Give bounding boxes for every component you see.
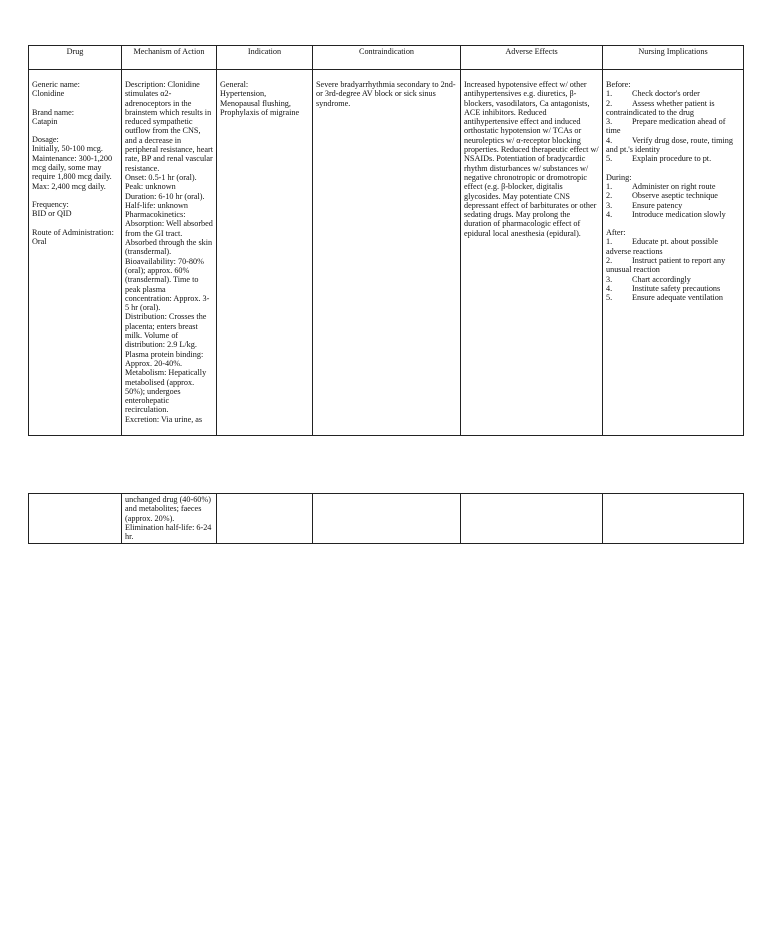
frequency-value: BID or QID [32, 209, 72, 219]
before-label: Before: [606, 80, 631, 89]
dosage-value: Initially, 50-100 mcg. Maintenance: 300-1,200 mcg daily, some may require 1,800 mcg daily. Max: 2,400 mcg daily. [32, 144, 113, 191]
mechanism-description: Description: Clonidine stimulates α2-adrenoceptors in the brainstem which results in reduced sympathetic outflow from the CNS, and a decrease in peripheral resistance, heart rate, BP and renal vascular resistance. [125, 80, 213, 173]
table-header-row [29, 46, 744, 70]
nursing-implications-cell [603, 70, 744, 436]
after-item: 1. Educate pt. about possible adverse reactions [606, 237, 718, 256]
brand-name-value: Catapin [32, 116, 58, 126]
nursing-implications-cell-continued [603, 494, 744, 544]
drug-cell-continued [29, 494, 122, 544]
before-item: 4. Verify drug dose, route, timing and pt.'s identity [606, 135, 733, 155]
after-item: 5. Ensure adequate ventilation [606, 293, 723, 303]
before-item: 3. Prepare medication ahead of time [606, 117, 726, 136]
mechanism-distribution: Distribution: Crosses the placenta; enters breast milk. Volume of distribution: 2.9 L/kg. Plasma protein binding: Approx. 20-40%. [125, 312, 207, 368]
route-label: Route of Administration: [32, 227, 114, 237]
during-item: 1. Administer on right route [606, 181, 716, 191]
mechanism-half-life: Half-life: unknown [125, 200, 188, 210]
drug-cell [29, 70, 122, 436]
after-item: 2. Instruct patient to report any unusual reaction [606, 256, 726, 275]
mechanism-absorption: Absorption: Well absorbed from the GI tract. Absorbed through the skin (transdermal). [125, 219, 213, 257]
after-label: After: [606, 228, 626, 238]
during-item: 2. Observe aseptic technique [606, 191, 718, 201]
frequency-label: Frequency: [32, 199, 69, 209]
after-item: 3. Chart accordingly [606, 274, 691, 284]
during-item: 3. Ensure patency [606, 200, 683, 210]
contraindication-cell: Severe bradyarrhythmia secondary to 2nd- or 3rd-degree AV block or sick sinus syndrome. [313, 70, 461, 436]
table-row [29, 494, 744, 544]
mechanism-bioavailability: Bioavailability: 70-80% (oral); approx. 60% (transdermal). Time to peak plasma concentration: Approx. 3-5 hr (oral). [125, 256, 210, 313]
drug-study-table-continued [28, 493, 744, 544]
mechanism-cell-continued: unchanged drug (40-60%) and metabolites; faeces (approx. 20%). Elimination half-life: 6-24 hr. [122, 494, 217, 544]
mechanism-excretion: Excretion: Via urine, as [125, 414, 203, 424]
mechanism-onset: Onset: 0.5-1 hr (oral). [125, 172, 197, 182]
during-item: 4. Introduce medication slowly [606, 209, 726, 219]
contraindication-cell-continued [313, 494, 461, 544]
mechanism-peak: Peak: unknown [125, 182, 176, 192]
indication-item: Menopausal flushing, [220, 98, 291, 108]
table-row [29, 70, 744, 436]
before-item: 2. Assess whether patient is contraindicated to the drug [606, 98, 715, 117]
indication-cell [217, 70, 313, 436]
adverse-effects-cell: Increased hypotensive effect w/ other antihypertensives e.g. diuretics, β-blockers, vasodilators, Ca antagonists, ACE inhibitors. Reduced antihypertensive effect and induced orthostatic hypotension w/ TCAs or neuroleptics w/ α-receptor blocking properties. Reduced therapeutic effect w/ NSAIDs. Potentiation of bradycardic rhythm disturbances w/ substances w/ negative chronotropic or dromotropic effect (e.g. β-blocker, digitalis glycosides. May potentiate CNS depressant effect of barbiturates or other sedating drugs. May prolong the duration of pharmacologic effect of epidural local anesthesia (epidural). [461, 70, 603, 436]
header-nursing-implications: Nursing Implications [603, 46, 744, 70]
drug-study-table [28, 45, 744, 436]
route-value: Oral [32, 236, 47, 246]
header-drug: Drug [29, 46, 122, 70]
mechanism-duration: Duration: 6-10 hr (oral). [125, 191, 205, 201]
indication-cell-continued [217, 494, 313, 544]
header-contraindication: Contraindication [313, 46, 461, 70]
dosage-label: Dosage: [32, 135, 59, 145]
adverse-effects-cell-continued [461, 494, 603, 544]
indication-item: Prophylaxis of migraine [220, 107, 300, 117]
mechanism-cell [122, 70, 217, 436]
header-mechanism: Mechanism of Action [122, 46, 217, 70]
before-item: 1. Check doctor's order [606, 89, 700, 99]
indication-label: General: [220, 80, 249, 89]
mechanism-pharmacokinetics: Pharmacokinetics: [125, 210, 186, 220]
during-label: During: [606, 172, 632, 182]
generic-name-value: Clonidine [32, 89, 65, 99]
generic-name-label: Generic name: [32, 80, 80, 89]
header-adverse-effects: Adverse Effects [461, 46, 603, 70]
header-indication: Indication [217, 46, 313, 70]
mechanism-metabolism: Metabolism: Hepatically metabolised (approx. 50%); undergoes enterohepatic recirculation. [125, 368, 207, 415]
after-item: 4. Institute safety precautions [606, 283, 721, 293]
indication-item: Hypertension, [220, 89, 267, 99]
brand-name-label: Brand name: [32, 107, 75, 117]
before-item: 5. Explain procedure to pt. [606, 154, 712, 164]
